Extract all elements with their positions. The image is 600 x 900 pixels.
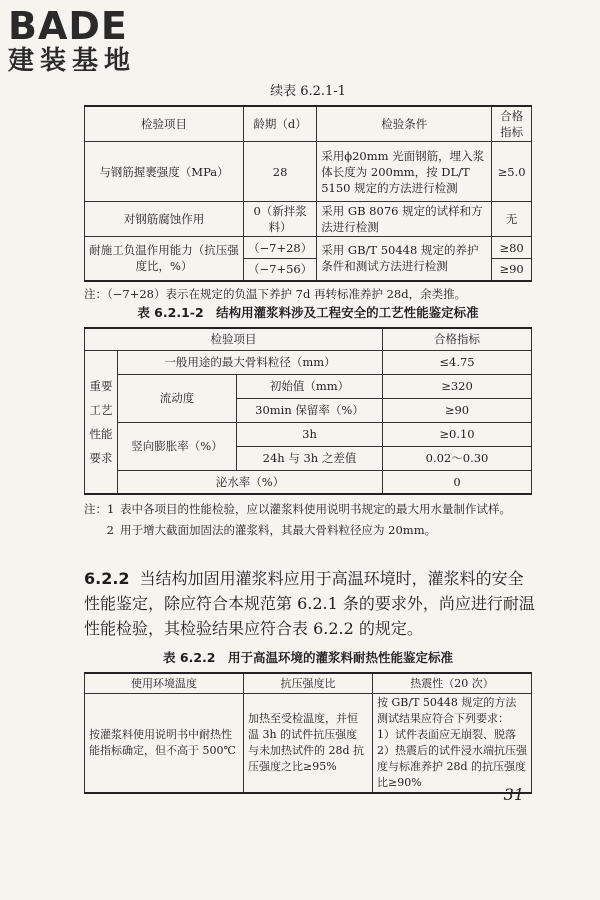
table1-header-index: 合格指标 [492, 106, 532, 142]
table1 [84, 105, 532, 282]
section-number: 6.2.2 [84, 569, 130, 588]
table2-cell-label: 竖向膨胀率（%） [118, 422, 237, 470]
table3-header-ratio: 抗压强度比 [244, 673, 373, 693]
table3-header-shock: 热震性（20 次） [373, 673, 532, 693]
table3-cell-env: 按灌浆料使用说明书中耐热性能指标确定，但不高于 500℃ [85, 693, 244, 793]
table3-shock-item-1: 1）试件表面应无崩裂、脱落 [377, 727, 516, 741]
table2-note-2 [84, 522, 532, 539]
table1-cell-index: ≥5.0 [492, 142, 532, 202]
table1-cell-index: ≥90 [492, 259, 532, 281]
table2-group-label: 重要工艺性能要求 [85, 350, 118, 494]
table2-cell-sublabel: 3h [237, 422, 383, 446]
table2-cell-label: 泌水率（%） [118, 470, 383, 494]
brand-logo [8, 6, 178, 76]
table1-cell-index: ≥80 [492, 237, 532, 259]
table1-cell-age: （−7+56） [244, 259, 317, 281]
table-row [85, 374, 532, 398]
logo-brand: BADE [8, 4, 128, 48]
table2-cell-sublabel: 24h 与 3h 之差值 [237, 446, 383, 470]
table2-cell-value: ≥320 [383, 374, 532, 398]
table2 [84, 327, 532, 495]
table2-header-index: 合格指标 [383, 328, 532, 350]
table2-cell-sublabel: 30min 保留率（%） [237, 398, 383, 422]
table2-note-2-prefix: 2 [106, 523, 114, 537]
table2-note-1-text: 表中各项目的性能检验，应以灌浆料使用说明书规定的最大用水量制作试样。 [120, 502, 511, 516]
table1-cell-condition: 采用ϕ20mm 光面钢筋，埋入浆体长度为 200mm，按 DL/T 5150 规定的方法进行检测 [317, 142, 492, 202]
section-text: 当结构加固用灌浆料应用于高温环境时，灌浆料的安全性能鉴定，除应符合本规范第 6.2.1 条的要求外，尚应进行耐温性能检验，其检验结果应符合表 6.2.2 的规定。 [84, 569, 535, 638]
table1-header-condition: 检验条件 [317, 106, 492, 142]
table2-cell-label: 一般用途的最大骨料粒径（mm） [118, 350, 383, 374]
table1-header-item: 检验项目 [85, 106, 244, 142]
table2-cell-value: ≥0.10 [383, 422, 532, 446]
table1-cell-item: 与钢筋握裹强度（MPa） [85, 142, 244, 202]
table3-cell-shock [373, 693, 532, 793]
table-row [85, 142, 532, 202]
table1-cell-condition: 采用 GB/T 50448 规定的养护条件和测试方法进行检测 [317, 237, 492, 281]
table1-cell-condition: 采用 GB 8076 规定的试样和方法进行检测 [317, 202, 492, 237]
section-paragraph [84, 566, 536, 641]
table3-caption: 表 6.2.2 用于高温环境的灌浆料耐热性能鉴定标准 [163, 650, 453, 665]
table1-header-age: 龄期（d） [244, 106, 317, 142]
table2-cell-label: 流动度 [118, 374, 237, 422]
table2-cell-value: 0.02～0.30 [383, 446, 532, 470]
table3-header-env: 使用环境温度 [85, 673, 244, 693]
table2-cell-value: 0 [383, 470, 532, 494]
table3-cell-ratio: 加热至受检温度，并恒温 3h 的试件抗压强度与未加热试件的 28d 抗压强度之比≥95% [244, 693, 373, 793]
page-number: 31 [503, 785, 524, 804]
table1-cell-index: 无 [492, 202, 532, 237]
table3-shock-intro: 按 GB/T 50448 规定的方法测试结果应符合下列要求： [377, 695, 517, 725]
table1-cell-item: 对钢筋腐蚀作用 [85, 202, 244, 237]
table1-caption: 续表 6.2.1-1 [270, 84, 346, 99]
table-row [85, 350, 532, 374]
table2-cell-sublabel: 初始值（mm） [237, 374, 383, 398]
table1-note: 注：（−7+28）表示在规定的负温下养护 7d 再转标准养护 28d，余类推。 [84, 286, 467, 301]
table2-note-1 [84, 501, 532, 518]
table2-cell-value: ≥90 [383, 398, 532, 422]
table2-caption: 表 6.2.1-2 结构用灌浆料涉及工程安全的工艺性能鉴定标准 [137, 305, 479, 320]
logo-tagline: 建装基地 [8, 46, 137, 76]
table1-cell-age: 0（新拌浆料） [244, 202, 317, 237]
table-row [85, 693, 532, 793]
table2-note-1-prefix: 注：1 [84, 502, 115, 516]
table2-cell-value: ≤4.75 [383, 350, 532, 374]
table2-note-2-text: 用于增大截面加固法的灌浆料，其最大骨料粒径应为 20mm。 [120, 523, 437, 537]
table1-cell-age: （−7+28） [244, 237, 317, 259]
table-row [85, 237, 532, 259]
table2-header-item: 检验项目 [85, 328, 383, 350]
table3 [84, 672, 532, 794]
table-row [85, 470, 532, 494]
table3-shock-item-2: 2）热震后的试件浸水端抗压强度与标准养护 28d 的抗压强度比≥90% [377, 743, 527, 789]
table1-cell-age: 28 [244, 142, 317, 202]
table-row [85, 422, 532, 446]
table1-cell-item: 耐施工负温作用能力（抗压强度比，%） [85, 237, 244, 281]
table-row [85, 202, 532, 237]
